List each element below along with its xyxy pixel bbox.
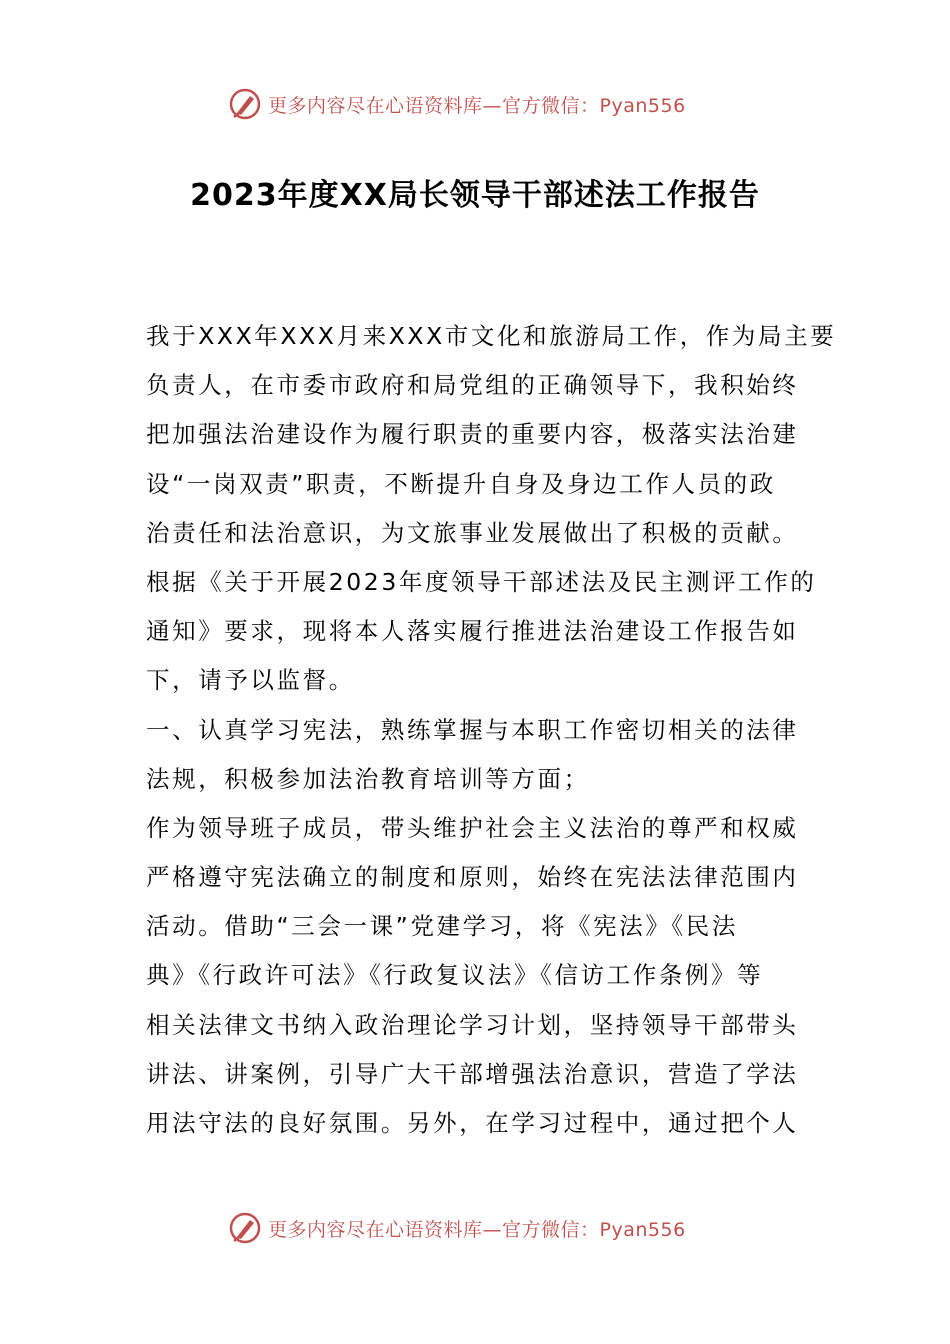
body-line: 设“一岗双责”职责，不断提升自身及身边工作人员的政 [146, 469, 776, 498]
pen-circle-logo-icon [228, 1211, 262, 1245]
body-line: 负责人，在市委市政府和局党组的正确领导下，我积始终 [146, 371, 799, 400]
body-line: 把加强法治建设作为履行职责的重要内容，极落实法治建 [146, 420, 799, 449]
document-title: 2023年度XX局长领导干部述法工作报告 [190, 178, 760, 213]
body-line: 活动。借助“三会一课”党建学习，将《宪法》《民法 [146, 912, 738, 941]
watermark-text: 更多内容尽在心语资料库—官方微信：Pyan556 [268, 94, 686, 117]
body-line: 用法守法的良好氛围。另外，在学习过程中，通过把个人 [146, 1109, 799, 1137]
pen-circle-logo-icon [228, 87, 262, 121]
body-line: 讲法、讲案例，引导广大干部增强法治意识，营造了学法 [146, 1059, 799, 1088]
watermark-text: 更多内容尽在心语资料库—官方微信：Pyan556 [268, 1218, 686, 1241]
header-watermark [228, 84, 748, 124]
footer-watermark [228, 1208, 748, 1248]
body-line: 治责任和法治意识，为文旅事业发展做出了积极的贡献。 [146, 518, 799, 547]
body-line: 通知》要求，现将本人落实履行推进法治建设工作报告如 [146, 617, 799, 646]
body-line: 根据《关于开展2023年度领导干部述法及民主测评工作的 [146, 567, 817, 596]
body-line: 严格遵守宪法确立的制度和原则，始终在宪法法律范围内 [146, 863, 799, 892]
body-line: 典》《行政许可法》《行政复议法》《信访工作条例》等 [146, 961, 764, 990]
body-line: 我于XXX年XXX月来XXX市文化和旅游局工作，作为局主要 [146, 322, 837, 350]
body-line: 下，请予以监督。 [146, 666, 355, 695]
section-heading-line: 法规，积极参加法治教育培训等方面； [146, 764, 590, 793]
section-heading-line: 一、认真学习宪法，熟练掌握与本职工作密切相关的法律 [146, 715, 799, 744]
body-line: 作为领导班子成员，带头维护社会主义法治的尊严和权威 [146, 813, 799, 842]
document-body [146, 312, 837, 1148]
body-line: 相关法律文书纳入政治理论学习计划，坚持领导干部带头 [146, 1010, 799, 1039]
